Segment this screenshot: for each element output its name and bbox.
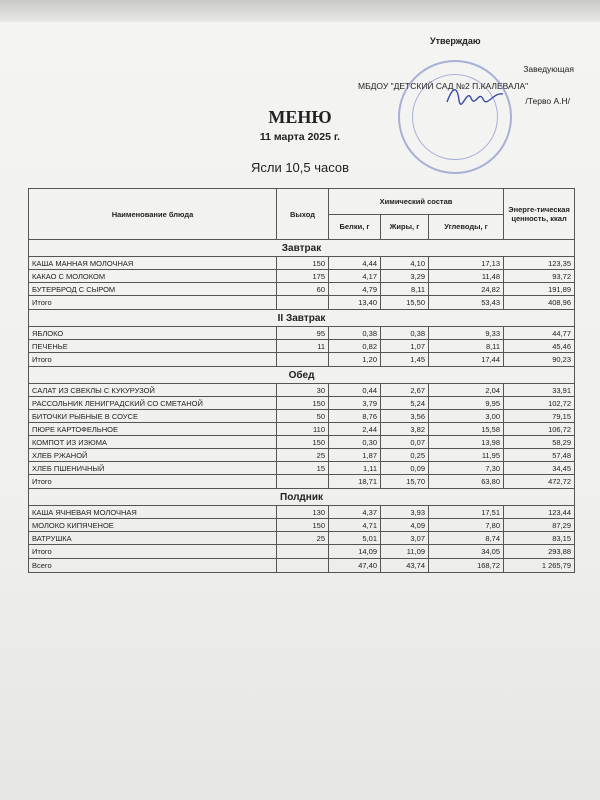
col-name-header: Наименование блюда (29, 189, 277, 240)
organization-name: МБДОУ "ДЕТСКИЙ САД №2 П.КАЛЕВАЛА" (358, 81, 529, 91)
dish-protein: 0,38 (329, 327, 381, 340)
total-label: Итого (29, 545, 277, 559)
dish-fat: 3,93 (381, 506, 429, 519)
dish-carbs: 15,58 (429, 423, 504, 436)
dish-output: 25 (277, 532, 329, 545)
dish-output: 150 (277, 436, 329, 449)
dish-name: ПЕЧЕНЬЕ (29, 340, 277, 353)
dish-name: БУТЕРБРОД С СЫРОМ (29, 283, 277, 296)
total-fat: 15,50 (381, 296, 429, 310)
dish-fat: 3,56 (381, 410, 429, 423)
dish-energy: 79,15 (504, 410, 575, 423)
dish-energy: 123,35 (504, 257, 575, 270)
dish-name: ХЛЕБ ПШЕНИЧНЫЙ (29, 462, 277, 475)
menu-date: 11 марта 2025 г. (259, 131, 341, 143)
total-protein: 1,20 (329, 353, 381, 367)
total-carbs: 34,05 (429, 545, 504, 559)
dish-carbs: 13,98 (429, 436, 504, 449)
dish-output: 60 (277, 283, 329, 296)
col-output-header: Выход (277, 189, 329, 240)
dish-carbs: 2,04 (429, 384, 504, 397)
col-protein-header: Белки, г (329, 214, 381, 240)
dish-carbs: 11,95 (429, 449, 504, 462)
col-energy-header: Энерге-тическая ценность, ккал (504, 189, 575, 240)
table-row (29, 462, 575, 475)
table-row (29, 257, 575, 270)
dish-fat: 3,07 (381, 532, 429, 545)
dish-fat: 2,67 (381, 384, 429, 397)
dish-energy: 102,72 (504, 397, 575, 410)
dish-carbs: 24,82 (429, 283, 504, 296)
table-row (29, 340, 575, 353)
dish-fat: 0,25 (381, 449, 429, 462)
dish-carbs: 9,33 (429, 327, 504, 340)
dish-name: КАША МАННАЯ МОЛОЧНАЯ (29, 257, 277, 270)
menu-table (28, 188, 575, 573)
total-output (277, 475, 329, 489)
dish-carbs: 17,13 (429, 257, 504, 270)
dish-energy: 123,44 (504, 506, 575, 519)
dish-name: САЛАТ ИЗ СВЕКЛЫ С КУКУРУЗОЙ (29, 384, 277, 397)
dish-protein: 2,44 (329, 423, 381, 436)
total-protein: 14,09 (329, 545, 381, 559)
table-row (29, 270, 575, 283)
dish-fat: 0,38 (381, 327, 429, 340)
dish-name: ЯБЛОКО (29, 327, 277, 340)
total-energy: 293,88 (504, 545, 575, 559)
dish-energy: 106,72 (504, 423, 575, 436)
total-fat: 15,70 (381, 475, 429, 489)
dish-fat: 0,07 (381, 436, 429, 449)
table-row (29, 506, 575, 519)
section-title: Полдник (29, 489, 575, 506)
dish-carbs: 11,48 (429, 270, 504, 283)
total-output (277, 353, 329, 367)
total-energy: 408,96 (504, 296, 575, 310)
dish-carbs: 17,51 (429, 506, 504, 519)
dish-output: 150 (277, 519, 329, 532)
signature-icon (445, 84, 505, 108)
total-label: Итого (29, 353, 277, 367)
section-title: Завтрак (29, 240, 575, 257)
dish-name: ПЮРЕ КАРТОФЕЛЬНОЕ (29, 423, 277, 436)
dish-protein: 4,79 (329, 283, 381, 296)
dish-fat: 1,07 (381, 340, 429, 353)
dish-output: 150 (277, 397, 329, 410)
total-carbs: 63,80 (429, 475, 504, 489)
dish-carbs: 7,80 (429, 519, 504, 532)
table-row (29, 532, 575, 545)
dish-energy: 57,48 (504, 449, 575, 462)
dish-fat: 8,11 (381, 283, 429, 296)
dish-output: 15 (277, 462, 329, 475)
section-title: II Завтрак (29, 310, 575, 327)
dish-output: 110 (277, 423, 329, 436)
total-row (29, 545, 575, 559)
page-title: МЕНЮ (268, 107, 332, 127)
total-energy: 90,23 (504, 353, 575, 367)
dish-protein: 4,44 (329, 257, 381, 270)
head-name: /Терво А.Н/ (525, 96, 570, 106)
total-label: Итого (29, 296, 277, 310)
dish-output: 130 (277, 506, 329, 519)
dish-name: КОМПОТ ИЗ ИЗЮМА (29, 436, 277, 449)
dish-name: ХЛЕБ РЖАНОЙ (29, 449, 277, 462)
table-row (29, 327, 575, 340)
grand-total-carbs: 168,72 (429, 559, 504, 573)
section-row (29, 240, 575, 257)
dish-name: РАССОЛЬНИК ЛЕНИГРАДСКИЙ СО СМЕТАНОЙ (29, 397, 277, 410)
menu-table-body (29, 240, 575, 573)
grand-total-label: Всего (29, 559, 277, 573)
dish-energy: 44,77 (504, 327, 575, 340)
dish-energy: 87,29 (504, 519, 575, 532)
total-row (29, 353, 575, 367)
dish-output: 30 (277, 384, 329, 397)
grand-total-protein: 47,40 (329, 559, 381, 573)
dish-carbs: 8,11 (429, 340, 504, 353)
dish-name: МОЛОКО КИПЯЧЕНОЕ (29, 519, 277, 532)
approve-label: Утверждаю (430, 36, 481, 46)
dish-name: КАША ЯЧНЕВАЯ МОЛОЧНАЯ (29, 506, 277, 519)
dish-energy: 34,45 (504, 462, 575, 475)
dish-output: 150 (277, 257, 329, 270)
dish-energy: 33,91 (504, 384, 575, 397)
total-protein: 13,40 (329, 296, 381, 310)
dish-fat: 4,09 (381, 519, 429, 532)
table-row (29, 397, 575, 410)
group-name: Ясли 10,5 часов (250, 160, 350, 175)
table-row (29, 410, 575, 423)
grand-total-fat: 43,74 (381, 559, 429, 573)
dish-carbs: 7,30 (429, 462, 504, 475)
section-row (29, 367, 575, 384)
page-edge (0, 0, 600, 22)
dish-protein: 4,17 (329, 270, 381, 283)
total-output (277, 296, 329, 310)
dish-protein: 1,11 (329, 462, 381, 475)
dish-output: 11 (277, 340, 329, 353)
total-carbs: 17,44 (429, 353, 504, 367)
table-row (29, 449, 575, 462)
col-carbs-header: Углеводы, г (429, 214, 504, 240)
table-row (29, 519, 575, 532)
dish-name: БИТОЧКИ РЫБНЫЕ В СОУСЕ (29, 410, 277, 423)
dish-fat: 5,24 (381, 397, 429, 410)
dish-protein: 3,79 (329, 397, 381, 410)
dish-fat: 3,29 (381, 270, 429, 283)
total-row (29, 296, 575, 310)
dish-protein: 0,30 (329, 436, 381, 449)
dish-output: 95 (277, 327, 329, 340)
section-row (29, 310, 575, 327)
dish-fat: 0,09 (381, 462, 429, 475)
total-output (277, 545, 329, 559)
total-fat: 11,09 (381, 545, 429, 559)
dish-carbs: 9,95 (429, 397, 504, 410)
section-row (29, 489, 575, 506)
dish-output: 175 (277, 270, 329, 283)
dish-name: КАКАО С МОЛОКОМ (29, 270, 277, 283)
dish-carbs: 3,00 (429, 410, 504, 423)
grand-total-energy: 1 265,79 (504, 559, 575, 573)
dish-protein: 4,71 (329, 519, 381, 532)
dish-energy: 45,46 (504, 340, 575, 353)
dish-fat: 4,10 (381, 257, 429, 270)
table-row (29, 423, 575, 436)
dish-carbs: 8,74 (429, 532, 504, 545)
dish-energy: 83,15 (504, 532, 575, 545)
dish-energy: 58,29 (504, 436, 575, 449)
section-title: Обед (29, 367, 575, 384)
dish-energy: 93,72 (504, 270, 575, 283)
dish-name: ВАТРУШКА (29, 532, 277, 545)
total-carbs: 53,43 (429, 296, 504, 310)
col-fat-header: Жиры, г (381, 214, 429, 240)
dish-protein: 0,44 (329, 384, 381, 397)
dish-fat: 3,82 (381, 423, 429, 436)
total-fat: 1,45 (381, 353, 429, 367)
grand-total-output (277, 559, 329, 573)
total-label: Итого (29, 475, 277, 489)
table-row (29, 283, 575, 296)
total-protein: 18,71 (329, 475, 381, 489)
dish-protein: 0,82 (329, 340, 381, 353)
table-row (29, 436, 575, 449)
dish-energy: 191,89 (504, 283, 575, 296)
dish-protein: 1,87 (329, 449, 381, 462)
total-row (29, 475, 575, 489)
dish-output: 25 (277, 449, 329, 462)
table-row (29, 384, 575, 397)
col-chem-header: Химический состав (329, 189, 504, 215)
total-energy: 472,72 (504, 475, 575, 489)
dish-protein: 4,37 (329, 506, 381, 519)
grand-total-row (29, 559, 575, 573)
dish-protein: 5,01 (329, 532, 381, 545)
dish-output: 50 (277, 410, 329, 423)
dish-protein: 8,76 (329, 410, 381, 423)
head-title: Заведующая (523, 64, 574, 74)
